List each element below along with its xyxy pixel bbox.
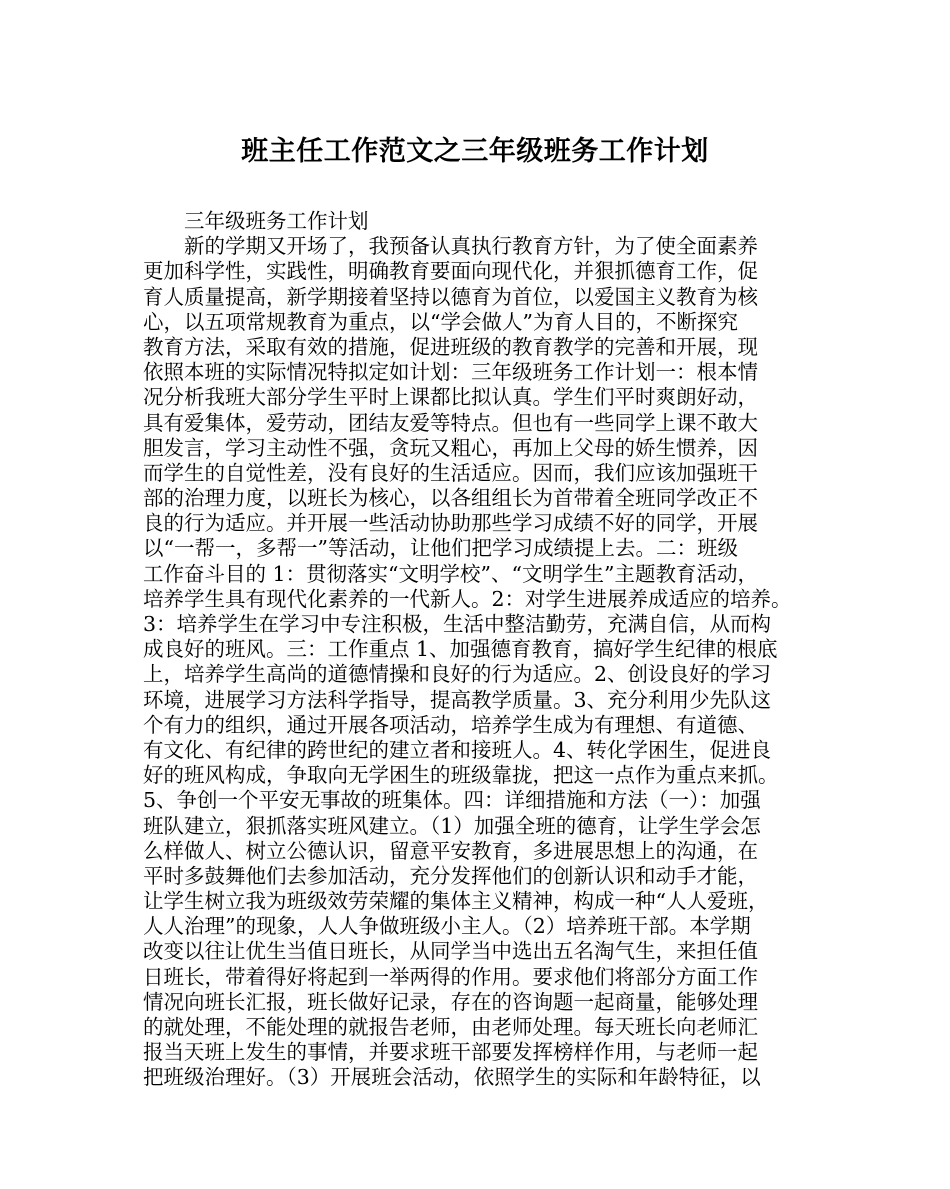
paragraph-line: 上，培养学生高尚的道德情操和良好的行为适应。2、创设良好的学习 <box>143 662 772 687</box>
paragraph-line: 心，以五项常规教育为重点，以“学会做人”为育人目的，不断探究 <box>143 309 738 334</box>
paragraph-line: 育人质量提高，新学期接着坚持以德育为首位，以爱国主义教育为核 <box>143 284 758 309</box>
paragraph-line: 成良好的班风。三：工作重点 1、加强德育教育，搞好学生纪律的根底 <box>143 637 778 662</box>
paragraph-line: 班队建立，狠抓落实班风建立。（1）加强全班的德育，让学生学会怎 <box>143 813 761 838</box>
paragraph-line: 而学生的自觉性差，没有良好的生活适应。因而，我们应该加强班干 <box>143 460 758 485</box>
paragraph-line: 改变以往让优生当值日班长，从同学当中选出五名淘气生，来担任值 <box>143 939 758 964</box>
paragraph-line: 报当天班上发生的事情，并要求班干部要发挥榜样作用，与老师一起 <box>143 1040 758 1065</box>
paragraph-line: 好的班风构成，争取向无学困生的班级靠拢，把这一点作为重点来抓。 <box>143 763 779 788</box>
paragraph-line: 日班长，带着得好将起到一举两得的作用。要求他们将部分方面工作 <box>143 964 758 989</box>
paragraph-line: 以“一帮一，多帮一”等活动，让他们把学习成绩提上去。二：班级 <box>143 536 738 561</box>
document-body <box>143 209 813 1091</box>
paragraph-line: 况分析我班大部分学生平时上课都比拟认真。学生们平时爽朗好动， <box>143 385 758 410</box>
paragraph-line: 胆发言，学习主动性不强，贪玩又粗心，再加上父母的娇生惯养，因 <box>143 435 758 460</box>
document-title: 班主任工作范文之三年级班务工作计划 <box>241 136 709 167</box>
paragraph-line: 5、争创一个平安无事故的班集体。四：详细措施和方法（一）：加强 <box>143 788 761 813</box>
paragraph-line: 么样做人、树立公德认识，留意平安教育，多进展思想上的沟通，在 <box>143 838 758 863</box>
paragraph-line: 部的治理力度，以班长为核心，以各组组长为首带着全班同学改正不 <box>143 486 758 511</box>
section-heading: 三年级班务工作计划 <box>184 209 369 233</box>
paragraph-line: 人人治理”的现象，人人争做班级小主人。（2）培养班干部。本学期 <box>143 914 751 939</box>
paragraph-line: 平时多鼓舞他们去参加活动，充分发挥他们的创新认识和动手才能， <box>143 863 758 888</box>
paragraph-line: 把班级治理好。（3）开展班会活动，依照学生的实际和年龄特征，以 <box>143 1065 761 1090</box>
paragraph-line: 3：培养学生在学习中专注积极，生活中整洁勤劳，充满自信，从而构 <box>143 612 772 636</box>
paragraph-line: 的就处理，不能处理的就报告老师，由老师处理。每天班长向老师汇 <box>143 1015 758 1039</box>
paragraph-line: 更加科学性，实践性，明确教育要面向现代化，并狠抓德育工作，促 <box>143 259 758 284</box>
paragraph-line: 依照本班的实际情况特拟定如计划：三年级班务工作计划一：根本情 <box>143 360 758 385</box>
paragraph-line: 个有力的组织，通过开展各项活动，培养学生成为有理想、有道德、 <box>143 712 758 737</box>
paragraph-line: 具有爱集体，爱劳动，团结友爱等特点。但也有一些同学上课不敢大 <box>143 410 758 435</box>
paragraph-line: 有文化、有纪律的跨世纪的建立者和接班人。4、转化学困生，促进良 <box>143 737 772 762</box>
paragraph-line: 教育方法，采取有效的措施，促进班级的教育教学的完善和开展，现 <box>143 334 758 359</box>
paragraph-line: 让学生树立我为班级效劳荣耀的集体主义精神，构成一种“人人爱班， <box>143 889 769 914</box>
paragraph-line: 培养学生具有现代化素养的一代新人。2：对学生进展养成适应的培养。 <box>143 586 792 611</box>
paragraph-line: 良的行为适应。并开展一些活动协助那些学习成绩不好的同学，开展 <box>143 511 758 536</box>
paragraph-line: 情况向班长汇报，班长做好记录，存在的咨询题一起商量，能够处理 <box>143 989 758 1014</box>
paragraph-line: 新的学期又开场了，我预备认真执行教育方针，为了使全面素养 <box>184 234 758 259</box>
paragraph-line: 环境，进展学习方法科学指导，提高教学质量。3、充分利用少先队这 <box>143 687 772 712</box>
paragraph-line: 工作奋斗目的 1：贯彻落实“文明学校”、“文明学生”主题教育活动， <box>143 561 758 586</box>
